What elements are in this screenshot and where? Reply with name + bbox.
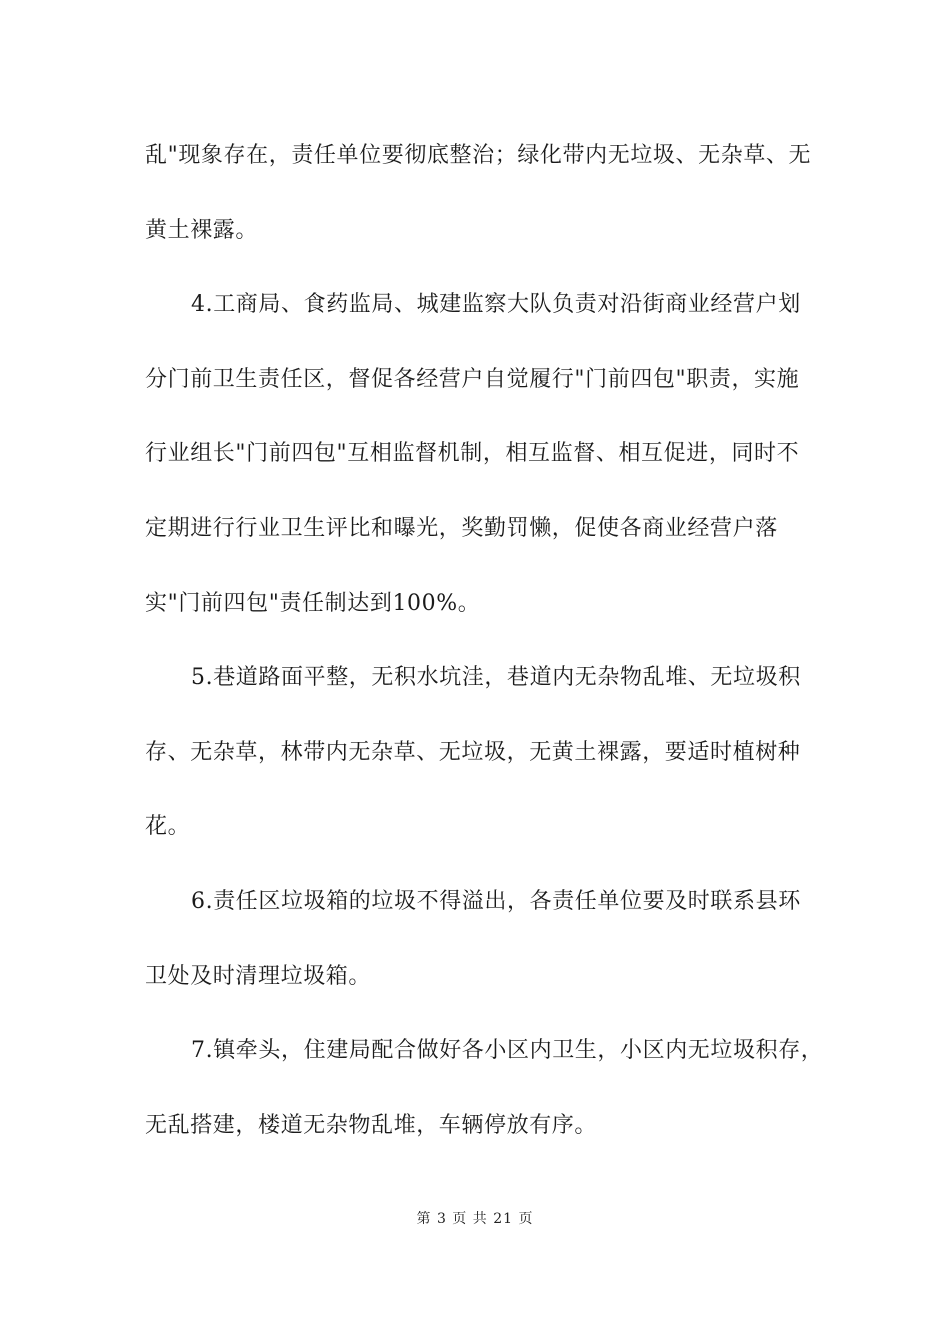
paragraph-5-start: 5.巷道路面平整，无积水坑洼，巷道内无杂物乱堆、无垃圾积 xyxy=(191,665,801,691)
document-body xyxy=(145,133,825,1177)
paragraph-7-start: 7.镇牵头，住建局配合做好各小区内卫生，小区内无垃圾积存， xyxy=(191,1038,824,1064)
paragraph-6-start: 6.责任区垃圾箱的垃圾不得溢出，各责任单位要及时联系县环 xyxy=(191,888,801,914)
text-line: 存、无杂草，林带内无杂草、无垃圾，无黄土裸露，要适时植树种 xyxy=(145,739,801,765)
text-line: 定期进行行业卫生评比和曝光，奖勤罚懒，促使各商业经营户落 xyxy=(145,515,778,541)
text-line: 无乱搭建，楼道无杂物乱堆，车辆停放有序。 xyxy=(145,1112,598,1138)
paragraph-4-start: 4.工商局、食药监局、城建监察大队负责对沿街商业经营户划 xyxy=(191,292,801,318)
text-line: 乱"现象存在，责任单位要彻底整治；绿化带内无垃圾、无杂草、无 xyxy=(145,143,812,168)
text-line: 黄土裸露。 xyxy=(145,217,259,243)
page-number-footer: 第 3 页 共 21 页 xyxy=(416,1211,534,1227)
text-line: 行业组长"门前四包"互相监督机制，相互监督、相互促进，同时不 xyxy=(145,441,800,467)
text-line: 卫处及时清理垃圾箱。 xyxy=(145,963,372,989)
text-line: 实"门前四包"责任制达到100%。 xyxy=(145,590,481,616)
text-line: 分门前卫生责任区，督促各经营户自觉履行"门前四包"职责，实施 xyxy=(145,366,800,392)
text-line: 花。 xyxy=(145,814,191,840)
